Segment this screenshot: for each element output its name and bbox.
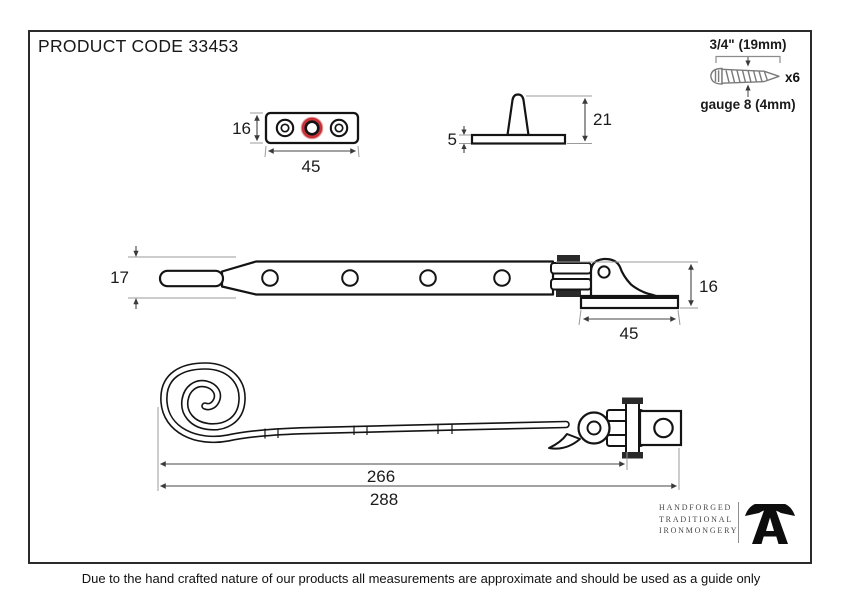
screw-gauge-label: gauge 8 (4mm): [700, 97, 796, 112]
keep-plate-drawing: [250, 113, 359, 157]
anvil-logo-icon: [744, 500, 796, 546]
screw-qty-label: x6: [785, 70, 801, 85]
stay-bracket-width-dim: 45: [619, 324, 639, 343]
stay-arm-side-drawing: [158, 366, 681, 491]
pin-drawing: [459, 95, 592, 154]
pin-base-dim: 5: [447, 130, 457, 149]
keep-plate-height-dim: 16: [232, 119, 251, 138]
screw-spec-drawing: [711, 57, 780, 98]
brand-line-2: TRADITIONAL: [659, 514, 734, 524]
stay-bracket-height-dim: 16: [699, 277, 718, 296]
stay-arm-top-drawing: [128, 246, 698, 325]
arm-length-dim: 266: [366, 467, 396, 486]
brand-line-1: HANDFORGED: [659, 503, 733, 512]
screw-length-label: 3/4" (19mm): [709, 37, 787, 52]
stay-tip-width-dim: 17: [110, 268, 129, 287]
keep-plate-width-dim: 45: [301, 157, 321, 176]
logo-divider: [738, 502, 739, 543]
highlighted-hole: [302, 118, 322, 138]
overall-length-dim: 288: [369, 490, 399, 509]
brand-line-3: IRONMONGERY: [659, 526, 739, 535]
footer-disclaimer: Due to the hand crafted nature of our products all measurements are approximate and should be used as a guide only: [81, 571, 761, 586]
screw-icon: [711, 69, 779, 85]
brand-text: [659, 502, 739, 537]
page-title: PRODUCT CODE 33453: [38, 36, 239, 56]
pin-height-dim: 21: [593, 110, 612, 129]
